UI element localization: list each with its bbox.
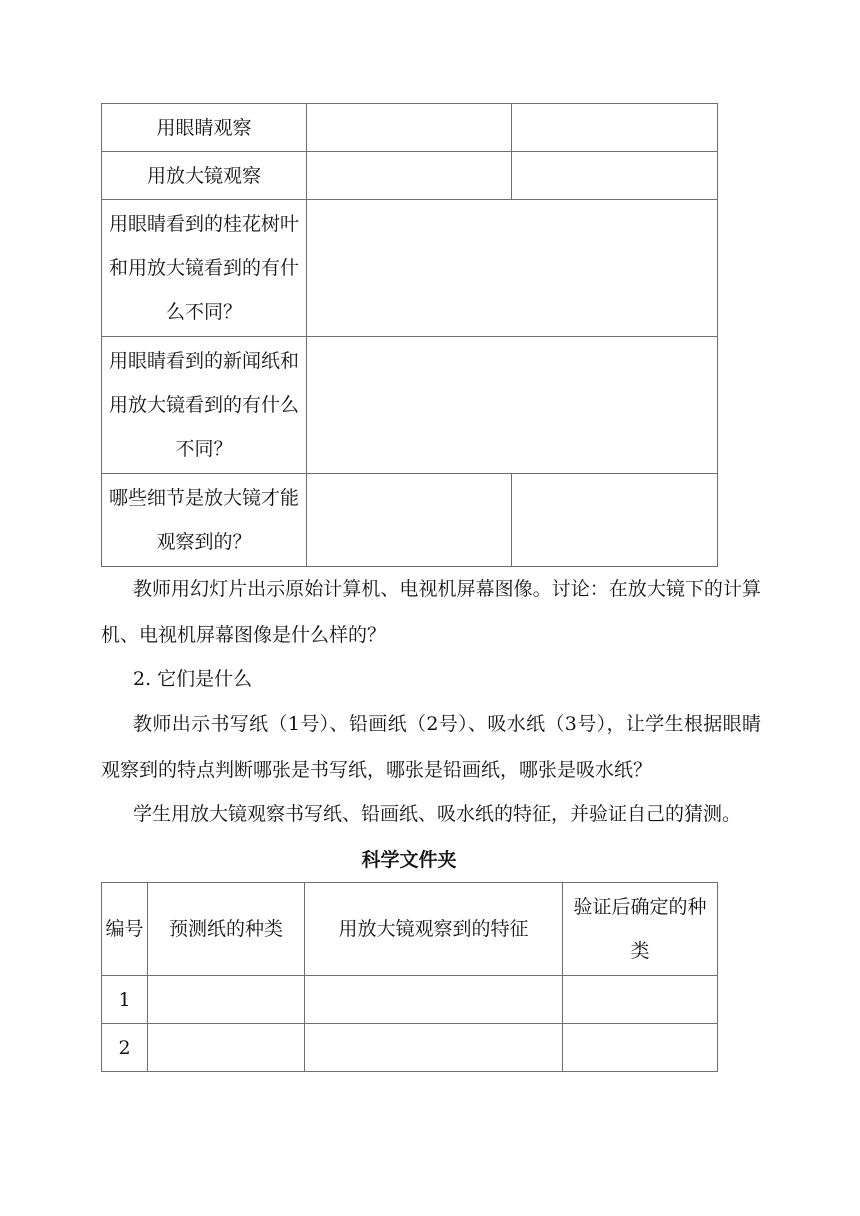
empty-cell (307, 104, 512, 152)
question-line: 用放大镜看到的有什么 (108, 394, 299, 416)
question-line: 观察到的？ (156, 531, 252, 553)
row-number: 2 (102, 1024, 148, 1072)
science-folder-table (101, 882, 718, 1072)
question-line: 用眼睛看到的桂花树叶 (108, 213, 299, 235)
row-label-eye: 用眼睛观察 (102, 104, 307, 152)
observation-table (101, 103, 718, 567)
header-features: 用放大镜观察到的特征 (305, 883, 563, 976)
row-number: 1 (102, 976, 148, 1024)
table-row (102, 200, 718, 337)
question-line: 用眼睛看到的新闻纸和 (108, 350, 299, 372)
paragraph-verify: 学生用放大镜观察书写纸、铅画纸、吸水纸的特征，并验证自己的猜测。 (133, 803, 742, 825)
table-row (102, 474, 718, 567)
table-row (102, 1024, 718, 1072)
empty-cell (148, 976, 305, 1024)
answer-cell (307, 337, 718, 474)
empty-cell (512, 474, 718, 567)
table-row (102, 104, 718, 152)
empty-cell (563, 1024, 718, 1072)
paragraph-papers: 教师出示书写纸（1号）、铅画纸（2号）、吸水纸（3号），让学生根据眼睛观察到的特点判断哪张是书写纸，哪张是铅画纸，哪张是吸水纸？ (101, 713, 761, 781)
row-label-magnifier: 用放大镜观察 (102, 152, 307, 200)
question-line: 和用放大镜看到的有什 (108, 257, 299, 279)
paragraph-slides: 教师用幻灯片出示原始计算机、电视机屏幕图像。讨论：在放大镜下的计算机、电视机屏幕图像是什么样的？ (101, 578, 761, 646)
table-header-row (102, 883, 718, 976)
question-leaf (102, 200, 307, 337)
question-line: 么不同？ (165, 301, 242, 323)
section-title: 2. 它们是什么 (133, 668, 253, 690)
empty-cell (148, 1024, 305, 1072)
question-newspaper (102, 337, 307, 474)
empty-cell (307, 474, 512, 567)
question-details (102, 474, 307, 567)
empty-cell (305, 1024, 563, 1072)
question-line: 不同？ (175, 438, 233, 460)
empty-cell (512, 152, 718, 200)
table-row (102, 976, 718, 1024)
empty-cell (307, 152, 512, 200)
empty-cell (305, 976, 563, 1024)
question-line: 哪些细节是放大镜才能 (108, 487, 299, 509)
folder-title: 科学文件夹 (361, 849, 457, 871)
table-row (102, 152, 718, 200)
empty-cell (512, 104, 718, 152)
header-prediction: 预测纸的种类 (148, 883, 305, 976)
table-row (102, 337, 718, 474)
header-verified: 验证后确定的种类 (563, 883, 718, 976)
empty-cell (563, 976, 718, 1024)
answer-cell (307, 200, 718, 337)
header-number: 编号 (102, 883, 148, 976)
